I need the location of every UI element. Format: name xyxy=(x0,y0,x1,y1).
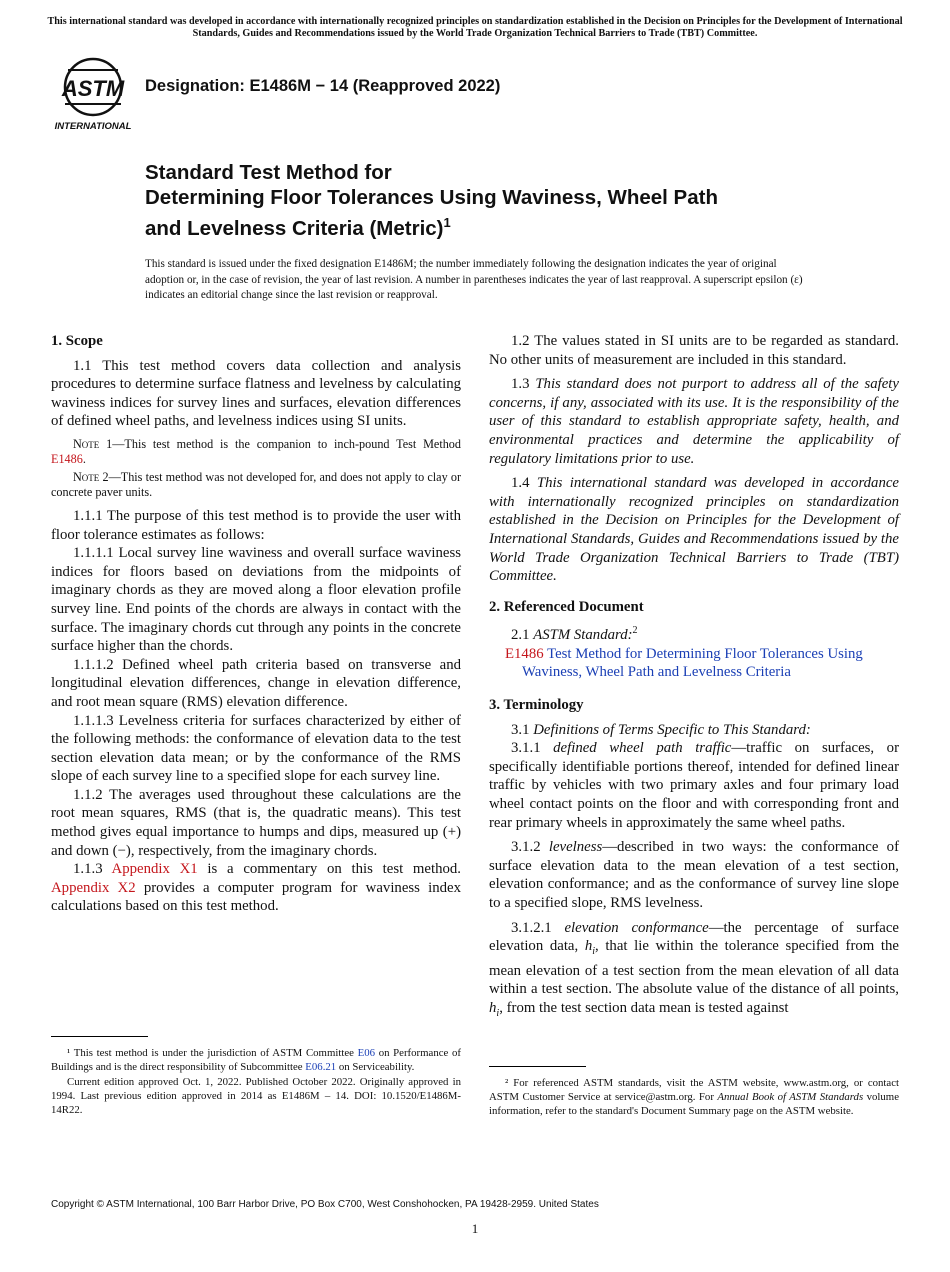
preamble: This standard is issued under the fixed designation E1486M; the number immediately following the designation indicates the year of original adoption or, in the case of revision, the year of last revision. A number in parentheses indicates the year of last reapproval. A superscript epsilon (ε) indicates an editorial change since the last revision or reapproval. xyxy=(145,258,803,301)
astm-logo xyxy=(52,56,134,132)
paragraph-1-2: 1.2 The values stated in SI units are to be regarded as standard. No other units of measurement are included in this standard. xyxy=(489,333,899,368)
reference-entry-e1486[interactable]: E1486 Test Method for Determining Floor Tolerances Using Waviness, Wheel Path and Levelness Criteria xyxy=(505,645,863,681)
link-e1486[interactable]: E1486 xyxy=(51,452,83,467)
svg-text:ASTM: ASTM xyxy=(61,76,125,101)
paragraph-1-1-1: 1.1.1 The purpose of this test method is to provide the user with floor tolerance estimates as follows: xyxy=(51,507,461,543)
footnote-2: ² For referenced ASTM standards, visit the ASTM website, www.astm.org, or contact ASTM Customer Service at service@astm.org. For Annual Book of ASTM Standards volume information, refer to the standard's Document Summary page on the ASTM website. xyxy=(489,1077,899,1117)
designation: Designation: E1486M − 14 (Reapproved 2022) xyxy=(145,77,501,95)
section-heading-scope: 1. Scope xyxy=(51,333,103,349)
footnote-rule-right xyxy=(489,1066,586,1067)
left-column xyxy=(51,332,461,916)
title-line-3: and Levelness Criteria (Metric)$^1$ xyxy=(145,215,451,240)
document-title xyxy=(145,160,845,241)
svg-text:INTERNATIONAL: INTERNATIONAL xyxy=(54,121,132,132)
link-e06[interactable]: E06 xyxy=(357,1047,376,1059)
header-banner: This international standard was developed in accordance with internationally recognized principles on standardization established in the Decision on Principles for the Development of International Standards, Guides and Recommendations issued by the World Trade Organization Technical Barriers to Trade (TBT) Committee. xyxy=(47,16,903,39)
paragraph-1-1-2: 1.1.2 The averages used throughout these calculations are the root mean squares, RMS (that is, the quadratic means). This test method gives equal importance to humps and dips, measured up (+) and down (−), respectively, from the imaginary chords. xyxy=(51,786,461,859)
footnote-marker-1[interactable]: 1 xyxy=(443,215,451,230)
paragraph-1-1-1-1: 1.1.1.1 Local survey line waviness and overall surface waviness indices for floors based on deviations from the midpoints of imaginary chords as they are moved along a floor elevation profile survey line. End points of the chords are always in contact with the surface. The imaginary chords cut through any points in the concrete surface higher than the chords. xyxy=(51,545,461,655)
link-appendix-x2[interactable]: Appendix X2 xyxy=(51,879,136,896)
paragraph-2-1: 2.1 ASTM Standard:$^2$ xyxy=(511,625,638,644)
paragraph-1-3: 1.3 This standard does not purport to address all of the safety concerns, if any, associated with its use. It is the responsibility of the user of this standard to establish appropriate safety, health, and environmental practices and determine the applicability of regulatory limitations prior to use. xyxy=(489,376,899,467)
footnote-1: ¹ This test method is under the jurisdiction of ASTM Committee E06 on Performance of Buildings and is the direct responsibility of Subcommittee E06.21 on Serviceability. Current edition approved Oct. 1, 2022. Published October 2022. Originally approved in 1994. Last previous edition approved in 2014 as E1486M – 14. DOI: 10.1520/E1486M-14R22. xyxy=(51,1047,461,1116)
paragraph-3-1: 3.1 Definitions of Terms Specific to This Standard: xyxy=(511,721,811,738)
note-2: Note 2—This test method was not developed for, and does not apply to clay or concrete paver units. xyxy=(51,469,462,500)
link-appendix-x1[interactable]: Appendix X1 xyxy=(111,861,198,878)
page-number: 1 xyxy=(471,1221,479,1236)
paragraph-1-4: 1.4 This international standard was developed in accordance with internationally recognized principles on standardization established in the Decision on Principles for the Development of International Standards, Guides and Recommendations issued by the World Trade Organization Technical Barriers to Trade (TBT) Committee. xyxy=(489,475,899,585)
paragraph-3-1-2: 3.1.2 levelness—described in two ways: the conformance of surface elevation data to the mean elevation of a test section, elevation conformance; and as the conformance of survey line slope to a specified slope, RMS levelness. xyxy=(489,839,899,911)
paragraph-1-1-1-2: 1.1.1.2 Defined wheel path criteria based on transverse and longitudinal elevation differences, change in elevation difference, and root mean square (RMS) elevation difference. xyxy=(51,656,461,710)
paragraph-3-1-1: 3.1.1 defined wheel path traffic—traffic on surfaces, or specifically identifiable portions thereof, intended for defined linear traffic by vehicles with two primary axles and four primary load wheel contact points on the floor and with corresponding front and rear primary wheels in approximately the same wheel paths. xyxy=(489,740,900,831)
title-line-1: Standard Test Method for xyxy=(145,161,392,184)
paragraph-1-1-1-3: 1.1.1.3 Levelness criteria for surfaces characterized by either of the following methods: the conformance of elevation data to the test section elevation data mean; or by the conformance of the RMS slope of each survey line to a specified slope for each survey line. xyxy=(51,712,461,785)
copyright-notice: Copyright © ASTM International, 100 Barr Harbor Drive, PO Box C700, West Conshohocken, PA 19428-2959. United States xyxy=(51,1199,599,1210)
paragraph-1-1: 1.1 This test method covers data collection and analysis procedures to determine surface flatness and levelness by calculating waviness indices for survey lines and surfaces, elevation differences of defined wheel paths, and levelness indices using SI units. xyxy=(51,357,461,430)
title-line-2: Determining Floor Tolerances Using Waviness, Wheel Path xyxy=(145,186,718,209)
note-1: Note 1—This test method is the companion to inch-pound Test Method E1486. xyxy=(51,436,461,467)
footnote-rule-left xyxy=(51,1036,148,1037)
right-column xyxy=(489,332,899,1023)
section-heading-terminology: 3. Terminology xyxy=(489,697,584,714)
link-e06-21[interactable]: E06.21 xyxy=(305,1061,337,1073)
paragraph-1-1-3: 1.1.3 Appendix X1 is a commentary on this test method. Appendix X2 provides a computer program for waviness index calculations based on this test method. xyxy=(51,861,461,915)
paragraph-3-1-2-1: 3.1.2.1 elevation conformance—the percentage of surface elevation data, $h_i$, that lie within the tolerance specified from the mean elevation of a test section from the mean elevation of all data within a test section. The absolute value of the distance of all points, $h_i$, from the test section data mean is tested against xyxy=(489,919,899,1019)
section-heading-referenced-document: 2. Referenced Document xyxy=(489,598,644,615)
